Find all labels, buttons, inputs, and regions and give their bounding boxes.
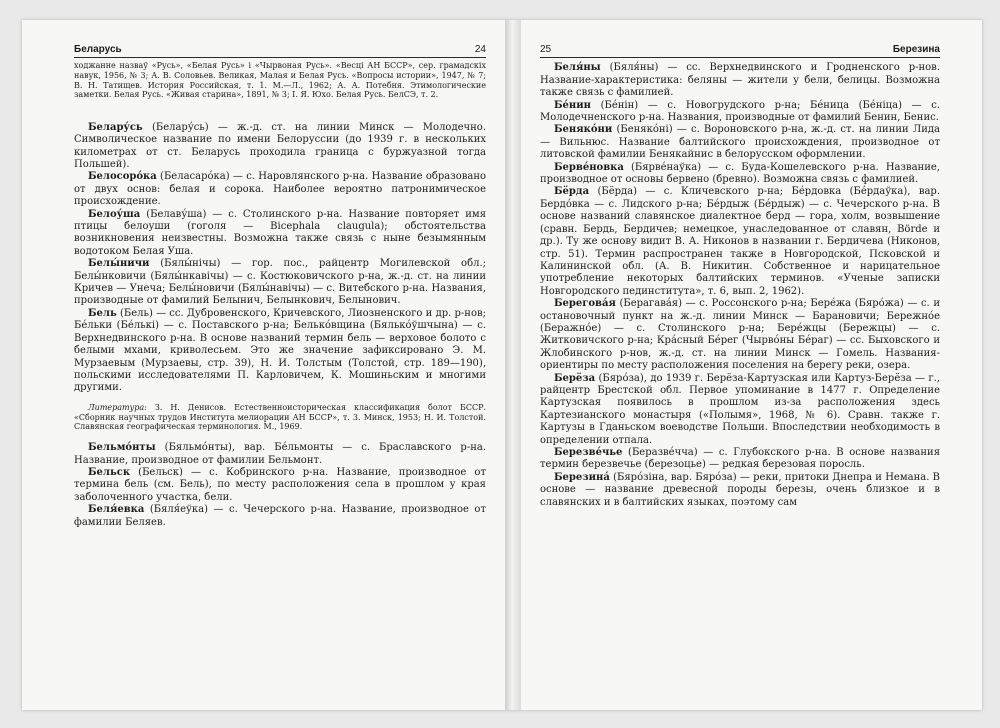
entry-text: (Беняко́ні) — с. Вороновского р-на, ж.-д. ст. на линии Лида — Вильнюс. Название балтийского происхождения, производное от литовской фамилии Бенякайнис в белорусском оформлении.	[540, 124, 940, 161]
dictionary-entry	[74, 209, 486, 259]
intro-references: ходжанне назваў «Русь», «Белая Русь» і «Чырвоная Русь». «Весці АН БССР», сер. грамадскіх навук, 1956, № 3; А. В. Соловьев. Великая, Малая и Белая Русь. «Вопросы истории», 1947, № 7; В. Н. Татищев. История Российская, т. 1. М.—Л., 1962; А. А. Потебня. Этимологические заметки. Белая Русь. «Живая старина», 1891, № 3; І. Я. Юхо. Белая Русь. БелСЭ, т. 2.	[74, 61, 486, 100]
entry-text: (Беразве́чча) — с. Глубокского р-на. В основе названия термин березвечье (березоцье) — редкая березовая поросль.	[540, 447, 940, 471]
dictionary-entry	[74, 504, 486, 529]
left-running-head: Беларусь	[74, 44, 122, 55]
entry-term: Беля́евка	[88, 504, 145, 516]
entry-text: (Бяро́за), до 1939 г. Берёза-Картузская или Картуз-Берёза — г., райцентр Брестской обл. Первое упоминание в 1477 г. Определение Картузская появилось в прошлом из-за расположения здесь Картезианского монастыря («Полымя», 1968, № 6). Сравн. также г. Картузы в Гданьском воеводстве Польши. Впоследствии необходимость в определении отпала.	[540, 372, 940, 446]
dictionary-entry	[540, 298, 940, 372]
dictionary-entry	[540, 472, 940, 509]
literature-text: З. Н. Денисов. Естественноисторическая классификация болот БССР. «Сборник научных трудов Института мелиорации АН БССР», т. 3. Минск, 1953; Н. И. Толстой. Славянская географическая терминология. М., 1969.	[74, 402, 486, 432]
dictionary-entry	[74, 122, 486, 172]
entry-term: Бёрда	[554, 186, 590, 198]
entry-text: (Бярве́наўка) — с. Буда-Кошелевского р-на. Название, производное от основы бервено (бревно). Возможна связь с фамилией.	[540, 161, 940, 186]
entry-term: Бельск	[88, 466, 131, 478]
dictionary-entry	[540, 447, 940, 472]
entry-text: (Бяльмо́нты), вар. Бе́льмонты — с. Браславского р-на. Название, производное от фамилии Бельмонт.	[74, 442, 486, 466]
book-spine	[505, 20, 521, 710]
dictionary-entry	[540, 124, 940, 161]
entry-text: (Белару́сь) — ж.-д. ст. на линии Минск — Молодечно. Символическое название по имени Белоруссии (до 1939 г. в нескольких километрах от ст. Беларусь проходила граница с буржуазной тогда Польшей).	[74, 121, 486, 170]
left-page-number: 24	[474, 44, 486, 55]
entry-term: Белы́ничи	[88, 258, 150, 270]
dictionary-entry	[74, 308, 486, 395]
entry-term: Бельмо́нты	[88, 442, 156, 454]
dictionary-entry	[74, 258, 486, 308]
entry-term: Белару́сь	[88, 121, 143, 133]
right-page-number: 25	[540, 44, 552, 55]
entry-term: Берёза	[554, 372, 596, 384]
entry-text: (Бялы́нічы) — гор. пос., райцентр Могилевской обл.; Белы́нковичи (Бялы́нкавічы) — с. Костюковичского р-на, ж.-д. ст. на линии Кричев — Унеча; Белы́новичи (Бялы́навічы) — с. Витебского р-на. Названия, производные от фамилий Белынич, Белынкович, Белынович.	[74, 258, 486, 307]
dictionary-entry	[540, 100, 940, 125]
entry-text: (Бяля́ны) — сс. Верхнедвинского и Гродненского р-нов. Название-характеристика: беляны — жители у бели, белицы. Возможна также связь с фамилией.	[540, 62, 940, 99]
entry-text: (Берагава́я) — с. Россонского р-на; Бере́жа (Бяро́жа) — с. и остановочный пункт на ж.-д. линии Минск — Барановичи; Бережно́е (Беражно́е) — с. Столинского р-на; Бере́жцы (Бережцы) — с. Житковичского р-на; Кра́сный Бе́рег (Чырво́ны Бе́раг) — сс. Быховского и Жлобинского р-нов, ж.-д. ст. на линии Минск — Гомель. Названия-ориентиры по месту расположения поселения на берегу реки, озера.	[540, 298, 940, 372]
left-page-header	[74, 44, 486, 58]
entry-term: Берегова́я	[554, 298, 616, 310]
left-page	[74, 44, 486, 694]
entry-term: Белосоро́ка	[88, 171, 157, 183]
entry-text: (Белаву́ша) — с. Столинского р-на. Название повторяет имя птицы белоуши (гоголя — Bicephala claugula); обстоятельства возникновения неизвестны. Возможна также связь с ныне безымянным водотоком Белая Уша.	[74, 208, 486, 257]
right-running-head: Березина	[892, 44, 940, 55]
dictionary-entry	[540, 186, 940, 298]
dictionary-entry	[540, 373, 940, 447]
dictionary-entry	[540, 62, 940, 99]
right-page-header	[540, 44, 940, 58]
entry-text: (Бёрда) — с. Кличевского р-на; Бе́рдовка (Бе́рдаўка), вар. Бердо́вка — с. Лидского р-на; Бе́рдыж (Бе́рдыж) — с. Чечерского р-на. В основе названий славянское диалектное берд — гора, холм, возвышение (сравн. Бердь, Бердичев; немецкое, унаследованное от славян, Börde и др.). Ту же основу видит В. А. Никонов в названии г. Бердичева (Никонов, стр. 51). Термин распространен также в Новгородской, Псковской и Калининской обл. (А. В. Никитин. Собственное и нарицательное употребление некоторых балтийских терминов. «Ученые записки Новгородского пединститута», т. 6, вып. 2, 1962).	[540, 186, 940, 297]
entry-text: (Бяля́еўка) — с. Чечерского р-на. Название, производное от фамилии Беляев.	[74, 504, 486, 528]
entry-text: (Беласаро́ка) — с. Наровлянского р-на. Название образовано от двух основ: белая и сорока. Наиболее вероятно патронимическое происхождение.	[74, 171, 486, 208]
right-page	[540, 44, 940, 694]
entry-text: (Бель) — сс. Дубровенского, Кричевского, Лиозненского и др. р-нов; Бе́льки (Бе́лькі) — с. Поставского р-на; Белько́вщина (Бялько́ўшчына) — с. Верхнедвинского р-на. В основе названий термин бель — верховое болото с белыми мхами, криволесьем. Это же значение зафиксировано Э. М. Мурзаевым (Мурзаевы, стр. 39), Н. И. Толстым (Толстой, стр. 189—190), польскими исследователями П. Карловичем, К. Мошиньским и многими другими.	[74, 307, 486, 394]
entry-term: Беля́ны	[554, 62, 601, 74]
entry-term: Берве́новка	[554, 161, 624, 173]
entry-term: Бе́нин	[554, 99, 591, 111]
dictionary-entry	[74, 171, 486, 208]
entry-text: (Бельск) — с. Кобринского р-на. Название, производное от термина бель (см. Бель), по месту расположения села в прошлом у края заболоченного участка, бели.	[74, 466, 486, 503]
entry-term: Белоу́ша	[88, 208, 141, 220]
entry-term: Березина́	[554, 471, 610, 483]
entry-text: (Бе́нін) — с. Новогрудского р-на; Бе́ница (Бе́ніца) — с. Молодечненского р-на. Названия, производные от фамилий Бенин, Бенис.	[540, 99, 940, 124]
dictionary-entry	[74, 467, 486, 504]
literature-note	[74, 403, 486, 432]
entry-text: (Бяро́зіна, вар. Бяро́за) — реки, притоки Днепра и Немана. В основе — название древесной породы березы, очень близкое и в славянских и в балтийских языках, поэтому сам	[540, 471, 940, 508]
entry-term: Березве́чье	[554, 447, 623, 458]
entry-term: Бель	[88, 307, 117, 319]
literature-label: Литература:	[88, 402, 147, 412]
dictionary-entry	[74, 442, 486, 467]
entry-term: Беняко́ни	[554, 124, 613, 136]
dictionary-entry	[540, 162, 940, 187]
